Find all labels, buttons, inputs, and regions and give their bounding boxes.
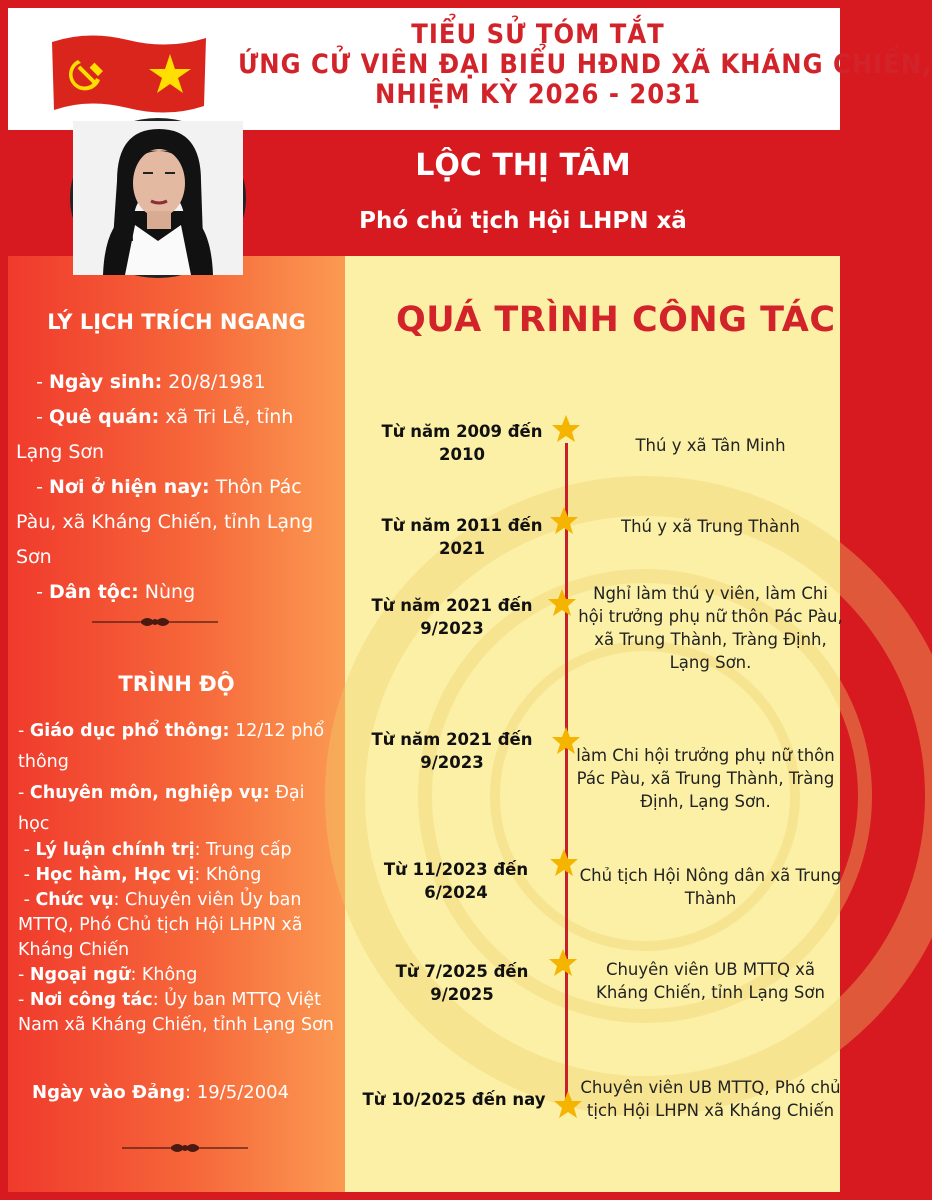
flag-icon bbox=[48, 32, 210, 116]
bio-list bbox=[16, 365, 342, 610]
timeline-what-4: làm Chi hội trưởng phụ nữ thôn Pác Pàu, xã Trung Thành, Tràng Định, Lạng Sơn. bbox=[576, 746, 835, 811]
portrait-photo bbox=[73, 121, 243, 275]
star-icon bbox=[549, 848, 579, 878]
star-icon bbox=[551, 414, 581, 444]
career-heading: QUÁ TRÌNH CÔNG TÁC bbox=[396, 300, 836, 340]
edu-major: - Chuyên môn, nghiệp vụ: Đại học bbox=[18, 783, 305, 834]
timeline-when-4: Từ năm 2021 đến 9/2023 bbox=[371, 730, 533, 772]
candidate-name: LỘC THỊ TÂM bbox=[415, 148, 631, 183]
education-list-1 bbox=[18, 716, 340, 840]
timeline-when-5: Từ 11/2023 đến 6/2024 bbox=[383, 860, 529, 902]
bio-ethnicity: - Dân tộc: Nùng bbox=[24, 581, 196, 603]
ornament-divider-icon bbox=[120, 1140, 250, 1156]
timeline-what-5: Chủ tịch Hội Nông dân xã Trung Thành bbox=[579, 866, 842, 908]
timeline-when-1: Từ năm 2009 đến 2010 bbox=[381, 422, 543, 464]
timeline-when-6: Từ 7/2025 đến 9/2025 bbox=[395, 962, 529, 1004]
candidate-role: Phó chủ tịch Hội LHPN xã bbox=[359, 208, 687, 234]
ornament-divider-icon bbox=[90, 614, 220, 630]
edu-general: - Giáo dục phổ thông: 12/12 phổ thông bbox=[18, 721, 325, 772]
timeline-what-1: Thú y xã Tân Minh bbox=[635, 436, 786, 455]
timeline-what-3: Nghỉ làm thú y viên, làm Chi hội trưởng phụ nữ thôn Pác Pàu, xã Trung Thành, Tràng Định, Lạng Sơn. bbox=[578, 584, 843, 672]
title-line-3: NHIỆM KỲ 2026 - 2031 bbox=[375, 79, 701, 110]
timeline-what-7: Chuyên viên UB MTTQ, Phó chủ tịch Hội LHPN xã Kháng Chiến bbox=[580, 1078, 841, 1120]
title-line-1: TIỂU SỬ TÓM TẮT bbox=[411, 19, 665, 50]
timeline-what-6: Chuyên viên UB MTTQ xã Kháng Chiến, tỉnh Lạng Sơn bbox=[596, 960, 825, 1002]
edu-political: - Lý luận chính trị: Trung cấp bbox=[18, 840, 292, 860]
timeline-when-7: Từ 10/2025 đến nay bbox=[362, 1090, 546, 1109]
education-list-2 bbox=[18, 838, 340, 1038]
avatar bbox=[70, 118, 246, 278]
emblem-watermark bbox=[345, 256, 840, 1192]
edu-language: - Ngoại ngữ: Không bbox=[18, 965, 198, 985]
edu-position: - Chức vụ: Chuyên viên Ủy ban MTTQ, Phó Chủ tịch Hội LHPN xã Kháng Chiến bbox=[18, 890, 303, 960]
title-line-2: ỨNG CỬ VIÊN ĐẠI BIỂU HĐND XÃ KHÁNG CHIẾN, bbox=[238, 49, 932, 80]
edu-workplace: - Nơi công tác: Ủy ban MTTQ Việt Nam xã Kháng Chiến, tỉnh Lạng Sơn bbox=[18, 990, 334, 1035]
header bbox=[8, 8, 932, 130]
bio-residence: - Nơi ở hiện nay: Thôn Pác Pàu, xã Kháng Chiến, tỉnh Lạng Sơn bbox=[16, 476, 314, 568]
party-date: Ngày vào Đảng: 19/5/2004 bbox=[32, 1082, 290, 1103]
timeline-what-2: Thú y xã Trung Thành bbox=[620, 517, 800, 536]
bio-hometown: - Quê quán: xã Tri Lễ, tỉnh Lạng Sơn bbox=[16, 406, 294, 463]
right-panel bbox=[345, 256, 840, 1192]
timeline-line bbox=[565, 443, 568, 1103]
poster bbox=[8, 8, 932, 1192]
bio-birth: - Ngày sinh: 20/8/1981 bbox=[24, 371, 266, 393]
edu-degree: - Học hàm, Học vị: Không bbox=[18, 865, 262, 885]
timeline-when-2: Từ năm 2011 đến 2021 bbox=[381, 516, 543, 558]
star-icon bbox=[548, 948, 578, 978]
star-icon bbox=[547, 588, 577, 618]
education-heading: TRÌNH ĐỘ bbox=[118, 672, 235, 696]
star-icon bbox=[549, 506, 579, 536]
bio-heading: LÝ LỊCH TRÍCH NGANG bbox=[47, 310, 306, 334]
document-title bbox=[238, 19, 932, 110]
timeline-when-3: Từ năm 2021 đến 9/2023 bbox=[371, 596, 533, 638]
